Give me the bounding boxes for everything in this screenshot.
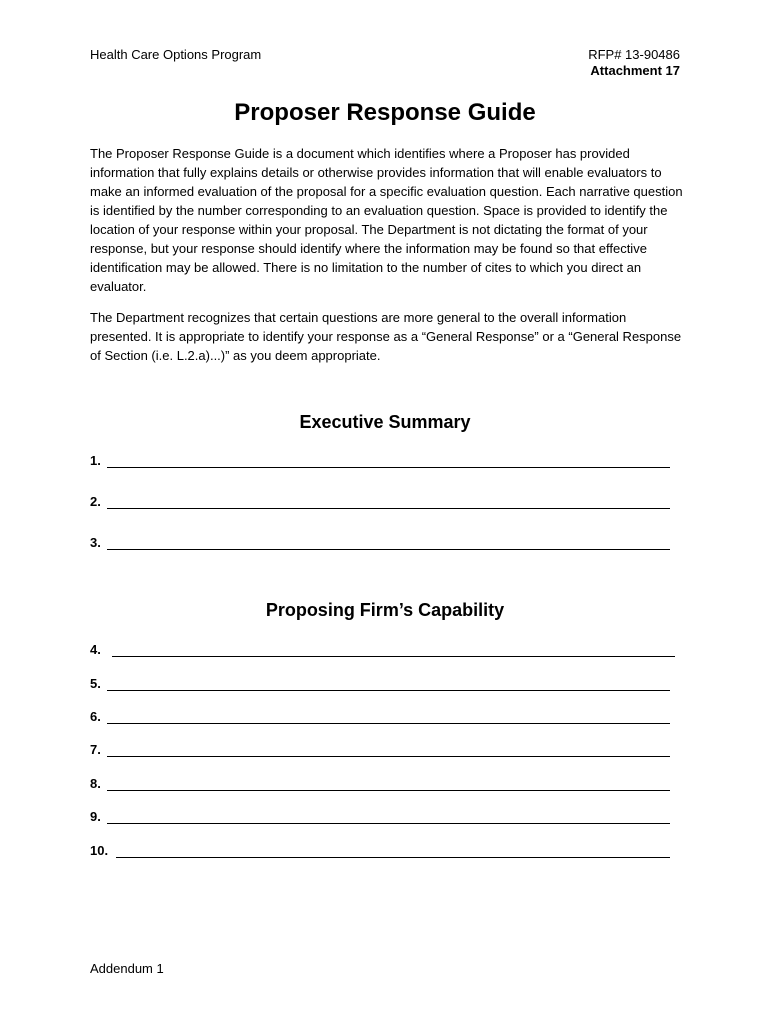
question-number: 1. <box>90 453 101 468</box>
question-number: 5. <box>90 676 101 691</box>
document-title: Proposer Response Guide <box>234 99 536 126</box>
intro-paragraph: The Proposer Response Guide is a document which identifies where a Proposer has provided information that fully explains details or otherwise provides information that will enable evaluators to make an informed evaluation of the proposal for a specific evaluation question. Each narrative question is identified by the number corresponding to an evaluation question. Space is provided to identify the location of your response within your proposal. The Department is not dictating the format of your response, but your response should identify where the information may be found so that effective identification may be allowed. There is no limitation to the number of cites to which you direct an evaluator. <box>90 146 683 294</box>
question-number: 6. <box>90 709 101 724</box>
footer-addendum: Addendum 1 <box>90 961 164 976</box>
response-row <box>90 708 672 728</box>
response-row <box>90 842 672 862</box>
response-row <box>90 641 676 661</box>
response-line-8[interactable] <box>107 790 670 791</box>
response-line-5[interactable] <box>107 690 670 691</box>
section-heading-executive-summary: Executive Summary <box>299 412 471 432</box>
question-number: 8. <box>90 776 101 791</box>
response-row <box>90 675 672 695</box>
response-row <box>90 534 672 554</box>
header-program: Health Care Options Program <box>90 47 262 62</box>
response-row <box>90 741 672 761</box>
response-line-9[interactable] <box>107 823 670 824</box>
response-line-3[interactable] <box>107 549 670 550</box>
question-number: 10. <box>90 843 109 858</box>
question-number: 3. <box>90 535 101 550</box>
response-row <box>90 493 672 513</box>
response-row <box>90 775 672 795</box>
response-line-4[interactable] <box>112 656 675 657</box>
general-response-paragraph: The Department recognizes that certain questions are more general to the overall information presented. It is appropriate to identify your response as a “General Response” or a “General Response of Section (i.e. L.2.a)...)” as you deem appropriate. <box>90 310 682 363</box>
question-number: 2. <box>90 494 101 509</box>
response-row <box>90 808 672 828</box>
response-row <box>90 452 672 472</box>
header-attachment: Attachment 17 <box>590 63 680 78</box>
response-line-1[interactable] <box>107 467 670 468</box>
header-rfp-number: RFP# 13-90486 <box>588 47 680 62</box>
question-number: 4. <box>90 642 101 657</box>
section-heading-firm-capability: Proposing Firm’s Capability <box>265 600 505 620</box>
question-number: 7. <box>90 742 101 757</box>
response-line-7[interactable] <box>107 756 670 757</box>
response-line-2[interactable] <box>107 508 670 509</box>
response-line-6[interactable] <box>107 723 670 724</box>
response-line-10[interactable] <box>116 857 670 858</box>
question-number: 9. <box>90 809 101 824</box>
